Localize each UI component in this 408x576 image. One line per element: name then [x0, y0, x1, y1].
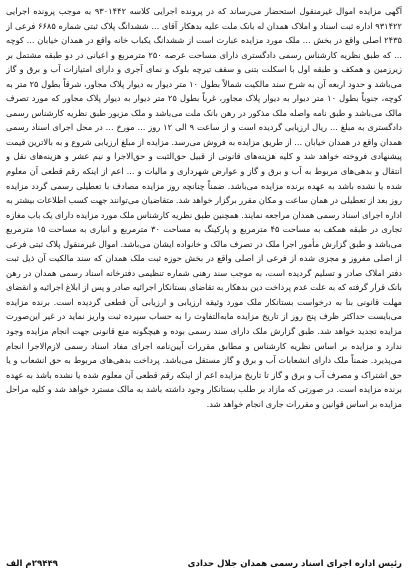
- notice-footer: [6, 556, 402, 572]
- notice-body: [6, 4, 402, 556]
- notice-text: آگهی مزایده اموال غیرمنقول استحضار می‌رساند که در پرونده اجرایی کلاسه ۹۳۰۱۴۴۲ به موجب پرونده اجرایی ۹۳۱۴۲۲ اداره ثبت اسناد و املاک همدان له بانک ملت علیه بدهکار آقای ... ششدانگ پلاک ثبتی شماره ۶۶۸۵ فرعی از ۲۴۳۵ اصلی واقع در بخش ... ملک مورد مزایده عبارت است از ششدانگ یکباب خانه واقع در همدان خیابان ... کوچه ... که طبق نظریه کارشناس رسمی دادگستری دارای مساحت عرصه ۲۵۰ مترمربع و اعیانی در دو طبقه مشتمل بر زیرزمین و همکف و طبقه اول با اسکلت بتنی و سقف تیرچه بلوک و نمای آجری و دارای امتیازات آب و برق و گاز می‌باشد و حدود اربعه آن به شرح سند مالکیت شمالاً بطول ۱۰ متر دیوار به دیوار پلاک مجاور، شرقاً بطول ۲۵ متر به کوچه، جنوباً بطول ۱۰ متر دیوار به دیوار پلاک مجاور، غرباً بطول ۲۵ متر دیوار به دیوار پلاک مجاور که مورد تصرف مالک می‌باشد و طبق نامه واصله ملک مذکور در رهن بانک ملت می‌باشد و ملک مزبور طبق نظریه کارشناس رسمی دادگستری به مبلغ ... ریال ارزیابی گردیده است و از ساعت ۹ الی ۱۲ روز ... مورخ ... در محل اجرای اسناد رسمی همدان واقع در همدان خیابان ... از طریق مزایده به فروش می‌رسد. مزایده از مبلغ ارزیابی شروع و به بالاترین قیمت پیشنهادی فروخته خواهد شد و کلیه هزینه‌های قانونی از قبیل حق‌الثبت و حق‌الاجرا و نیم عشر و هزینه‌های نقل و انتقال و بدهی‌های مربوط به آب و برق و گاز و عوارض شهرداری و مالیات و ... اعم از اینکه رقم قطعی آن معلوم شده یا نشده باشد به عهده برنده مزایده می‌باشد. ضمناً چنانچه روز مزایده مصادف با تعطیلی رسمی گردد مزایده روز بعد از تعطیلی در همان ساعت و مکان مقرر برگزار خواهد شد. متقاضیان می‌توانند جهت کسب اطلاعات بیشتر به اداره اجرای اسناد رسمی همدان مراجعه نمایند. همچنین طبق نظریه کارشناس ملک مورد مزایده دارای یک باب مغازه تجاری در طبقه همکف به مساحت ۴۵ مترمربع و پارکینگ به مساحت ۳۰ مترمربع و انباری به مساحت ۱۵ مترمربع می‌باشد و طبق گزارش مأمور اجرا ملک در تصرف مالک و خانواده ایشان می‌باشد. اموال غیرمنقول پلاک ثبتی فرعی از اصلی مفروز و مجزی شده از فرعی از اصلی واقع در بخش حوزه ثبت ملک همدان که سند مالکیت آن ذیل ثبت دفتر املاک صادر و تسلیم گردیده است، به موجب سند رهنی شماره تنظیمی دفترخانه اسناد رسمی همدان در رهن بانک قرار گرفته که به علت عدم پرداخت دین بدهکار به تقاضای بستانکار اجرائیه صادر و پس از ابلاغ اجرائیه و انقضای مهلت قانونی بنا به درخواست بستانکار ملک مورد وثیقه ارزیابی و ارزیابی آن قطعی گردیده است. برنده مزایده می‌بایست حداکثر ظرف پنج روز از تاریخ مزایده مابه‌التفاوت را به حساب سپرده ثبت واریز نماید در غیر این‌صورت مزایده تجدید خواهد شد. طبق گزارش ملک دارای سند رسمی بوده و هیچگونه منع قانونی جهت انجام مزایده وجود ندارد و مزایده بر اساس نظریه کارشناس و مطابق مقررات آیین‌نامه اجرای مفاد اسناد رسمی لازم‌الاجرا انجام می‌پذیرد. ضمناً ملک دارای انشعابات آب و برق و گاز مستقل می‌باشد. پرداخت بدهی‌های مربوط به حق انشعاب و یا حق اشتراک و مصرف آب و برق و گاز تا تاریخ مزایده اعم از اینکه رقم قطعی آن معلوم شده یا نشده باشد به عهده برنده مزایده است. در صورتی که مازاد بر طلب بستانکار وجود داشته باشد به مالک مسترد خواهد شد و کلیه مراحل مزایده بر اساس قوانین و مقررات جاری انجام خواهد شد.: [6, 6, 402, 409]
- notice-code: ۲۹۴۴۹م الف: [6, 559, 58, 569]
- signature: رئیس اداره اجرای اسناد رسمی همدان جلال حدادی: [187, 559, 402, 569]
